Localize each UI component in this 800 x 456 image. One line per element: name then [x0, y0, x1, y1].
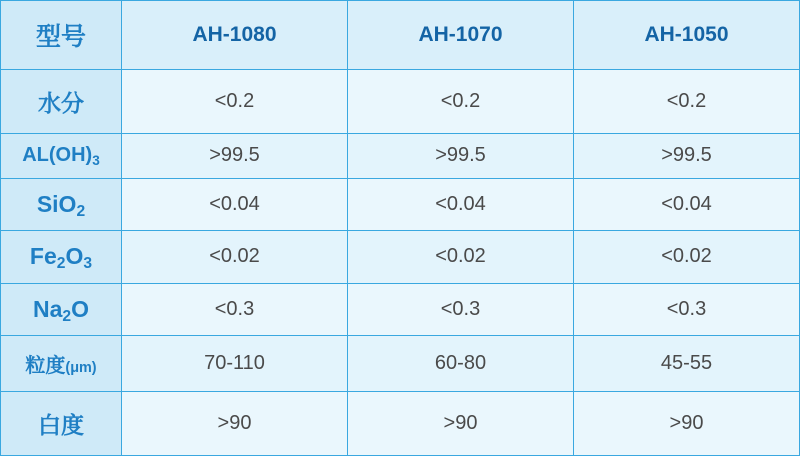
cell-value: <0.3	[122, 283, 348, 335]
table-row	[1, 336, 800, 392]
cell-value: 70-110	[122, 336, 348, 392]
cell-value: <0.02	[122, 231, 348, 283]
header-label-model: 型号	[1, 1, 122, 70]
row-label-subscript: 3	[92, 153, 100, 169]
table-row	[1, 178, 800, 230]
table-row	[1, 231, 800, 283]
cell-value: >99.5	[574, 133, 800, 178]
row-label-text-2: O	[65, 243, 84, 270]
row-label-text: 水分	[38, 90, 84, 117]
row-label-iron-oxide	[1, 231, 122, 283]
table-row	[1, 133, 800, 178]
cell-value: <0.02	[348, 231, 574, 283]
table-header-row	[1, 1, 800, 70]
header-model-2: AH-1070	[348, 1, 574, 70]
cell-value: >99.5	[122, 133, 348, 178]
table-row	[1, 392, 800, 456]
row-label-text: Na	[33, 295, 63, 322]
row-label-text: SiO	[36, 191, 77, 218]
row-label-subscript: 2	[76, 203, 86, 221]
cell-value: <0.04	[122, 178, 348, 230]
row-label-unit: (μm)	[65, 360, 97, 377]
cell-value: <0.2	[348, 70, 574, 134]
row-label-subscript: 2	[62, 307, 72, 325]
cell-value: >90	[348, 392, 574, 456]
row-label-subscript-2: 3	[83, 255, 93, 273]
row-label-whiteness	[1, 392, 122, 456]
cell-value: >90	[122, 392, 348, 456]
row-label-subscript: 2	[56, 255, 66, 273]
row-label-text: AL(OH)	[22, 144, 93, 167]
cell-value: 60-80	[348, 336, 574, 392]
header-model-3: AH-1050	[574, 1, 800, 70]
row-label-text: Fe	[29, 243, 57, 270]
row-label-silicon-dioxide	[1, 178, 122, 230]
row-label-sodium-oxide	[1, 283, 122, 335]
cell-value: <0.02	[574, 231, 800, 283]
row-label-text: 粒度	[25, 355, 66, 378]
row-label-moisture	[1, 70, 122, 134]
cell-value: <0.3	[348, 283, 574, 335]
row-label-text-2: O	[71, 295, 89, 322]
row-label-text: 白度	[38, 412, 84, 439]
cell-value: <0.2	[122, 70, 348, 134]
row-label-particle-size	[1, 336, 122, 392]
cell-value: <0.04	[348, 178, 574, 230]
table-row	[1, 70, 800, 134]
table-row	[1, 283, 800, 335]
header-model-1: AH-1080	[122, 1, 348, 70]
row-label-aluminium-hydroxide	[1, 133, 122, 178]
cell-value: 45-55	[574, 336, 800, 392]
cell-value: >90	[574, 392, 800, 456]
cell-value: <0.2	[574, 70, 800, 134]
cell-value: <0.3	[574, 283, 800, 335]
cell-value: >99.5	[348, 133, 574, 178]
cell-value: <0.04	[574, 178, 800, 230]
